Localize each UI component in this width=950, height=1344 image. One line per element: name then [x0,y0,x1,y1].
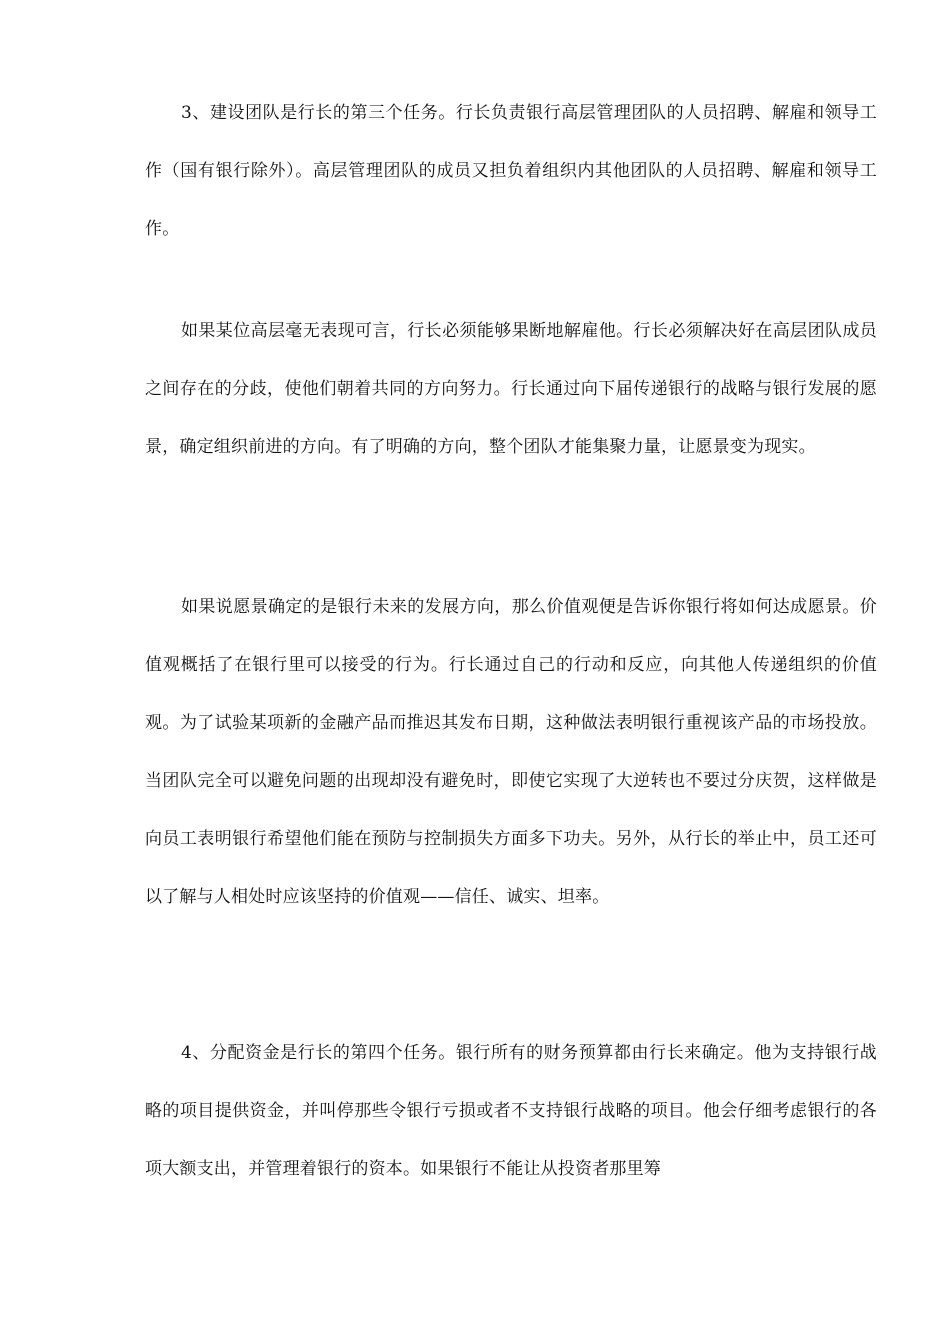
paragraph-values: 如果说愿景确定的是银行未来的发展方向，那么价值观便是告诉你银行将如何达成愿景。价值观概括了在银行里可以接受的行为。行长通过自己的行动和反应，向其他人传递组织的价值观。为了试验某项新的金融产品而推迟其发布日期，这种做法表明银行重视该产品的市场投放。当团队完全可以避免问题的出现却没有避免时，即使它实现了大逆转也不要过分庆贺，这样做是向员工表明银行希望他们能在预防与控制损失方面多下功夫。另外，从行长的举止中，员工还可以了解与人相处时应该坚持的价值观——信任、诚实、坦率。 [145,597,877,907]
paragraph-dismissal-direction: 如果某位高层毫无表现可言，行长必须能够果断地解雇他。行长必须解决好在高层团队成员之间存在的分歧，使他们朝着共同的方向努力。行长通过向下届传递银行的战略与银行发展的愿景，确定组织前进的方向。有了明确的方向，整个团队才能集聚力量，让愿景变为现实。 [145,321,877,457]
paragraph-team-building: 3、建设团队是行长的第三个任务。行长负责银行高层管理团队的人员招聘、解雇和领导工作（国有银行除外）。高层管理团队的成员又担负着组织内其他团队的人员招聘、解雇和领导工作。 [145,103,877,239]
paragraph-capital-allocation: 4、分配资金是行长的第四个任务。银行所有的财务预算都由行长来确定。他为支持银行战略的项目提供资金，并叫停那些令银行亏损或者不支持银行战略的项目。他会仔细考虑银行的各项大额支出，并管理着银行的资本。如果银行不能让从投资者那里筹 [145,1043,877,1179]
